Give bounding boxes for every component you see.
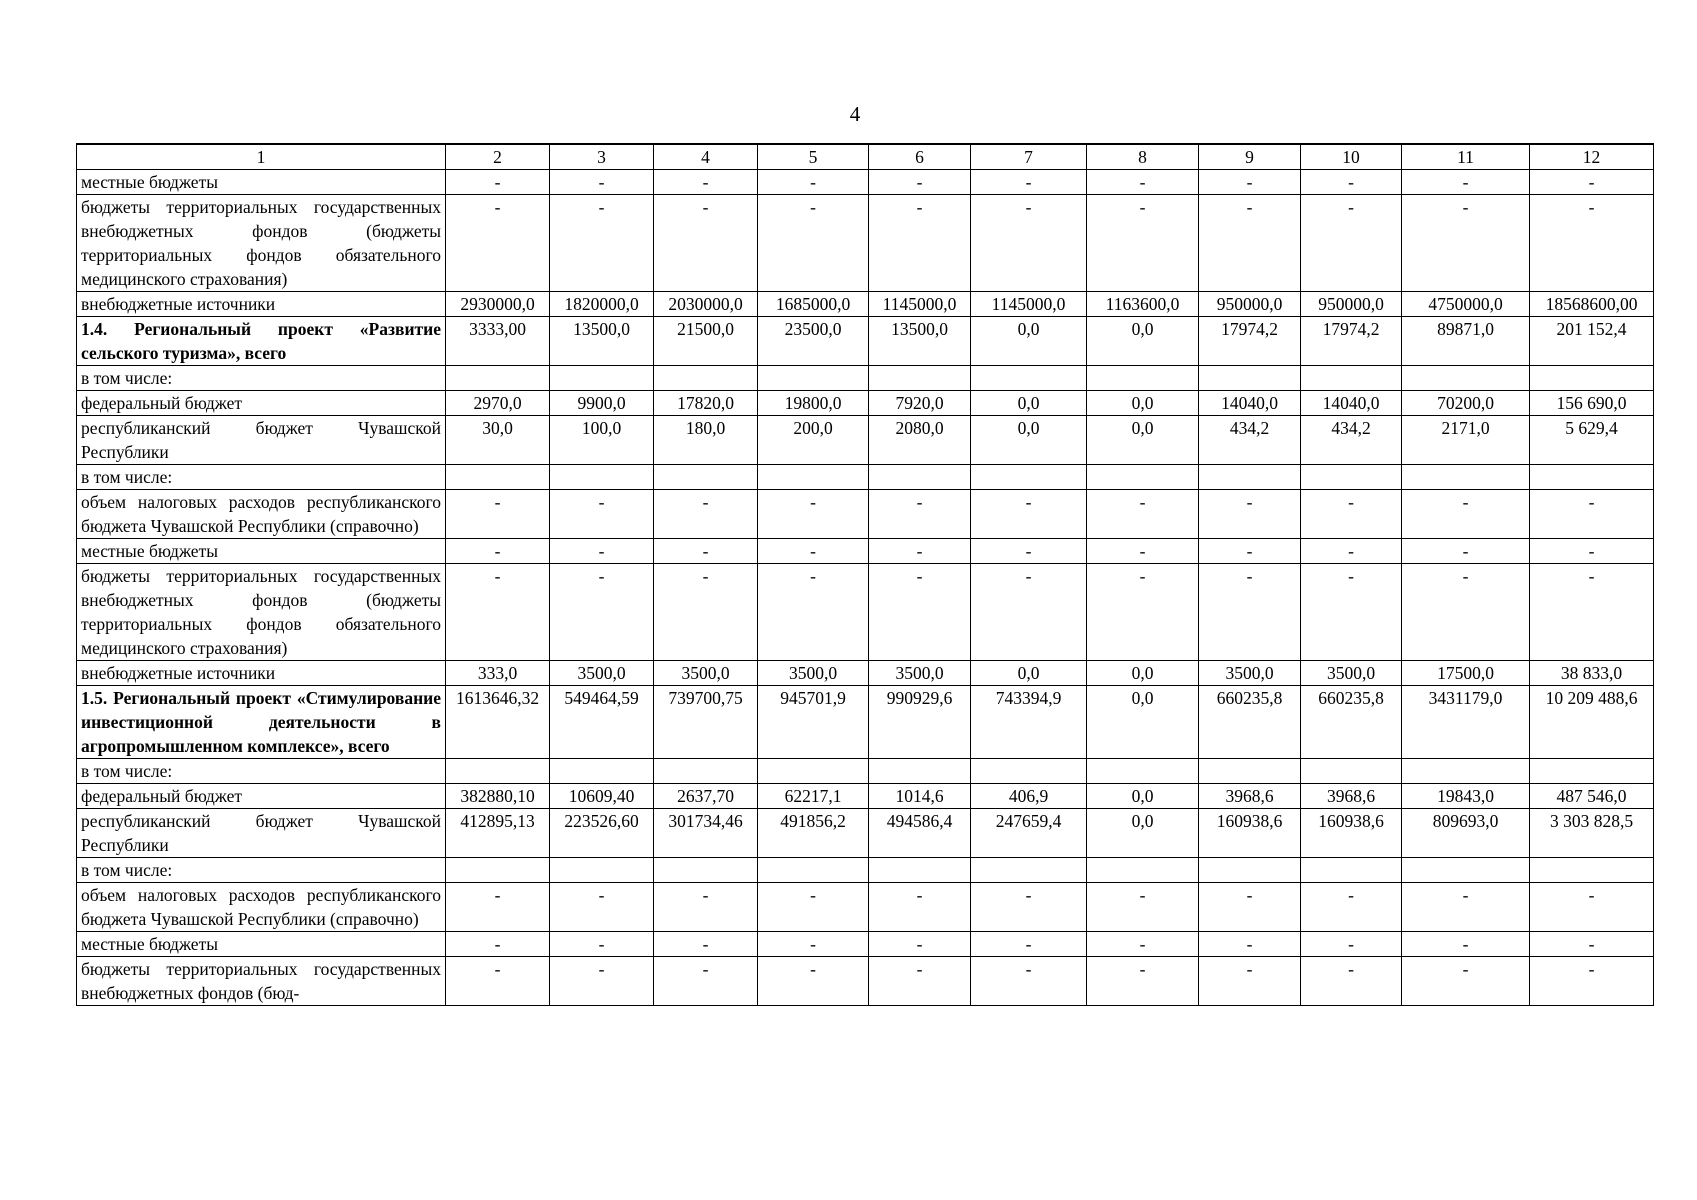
value-cell: 333,0 [446, 661, 550, 686]
value-cell: 3500,0 [654, 661, 758, 686]
value-cell: - [446, 539, 550, 564]
value-cell: - [550, 883, 654, 932]
value-cell: - [1402, 957, 1530, 1006]
value-cell [971, 366, 1087, 391]
row-label: бюджеты территориальных государственных внебюджетных фондов (бюджеты территориальных фондов обязательного медицинского страхования) [77, 195, 446, 292]
table-body [77, 144, 1654, 1006]
value-cell: - [654, 170, 758, 195]
value-cell: - [550, 490, 654, 539]
value-cell: - [550, 564, 654, 661]
table-row [77, 195, 1654, 292]
value-cell: 3968,6 [1199, 784, 1301, 809]
value-cell: 3500,0 [1301, 661, 1402, 686]
table-row [77, 170, 1654, 195]
value-cell: 62217,1 [758, 784, 869, 809]
value-cell: - [1301, 490, 1402, 539]
value-cell: 89871,0 [1402, 317, 1530, 366]
row-label: в том числе: [77, 858, 446, 883]
row-label: федеральный бюджет [77, 784, 446, 809]
value-cell: 2171,0 [1402, 416, 1530, 465]
table-row [77, 932, 1654, 957]
column-header: 5 [758, 144, 869, 170]
value-cell: 660235,8 [1199, 686, 1301, 759]
value-cell: 223526,60 [550, 809, 654, 858]
value-cell: 2930000,0 [446, 292, 550, 317]
value-cell [1301, 366, 1402, 391]
value-cell: 3500,0 [550, 661, 654, 686]
column-header: 2 [446, 144, 550, 170]
value-cell [1199, 858, 1301, 883]
value-cell: - [446, 564, 550, 661]
value-cell: 1820000,0 [550, 292, 654, 317]
table-row [77, 366, 1654, 391]
value-cell: - [654, 957, 758, 1006]
value-cell: - [446, 883, 550, 932]
value-cell: - [758, 170, 869, 195]
row-label: 1.4. Региональный проект «Развитие сельского туризма», всего [77, 317, 446, 366]
value-cell: 5 629,4 [1530, 416, 1654, 465]
value-cell: 23500,0 [758, 317, 869, 366]
column-header: 7 [971, 144, 1087, 170]
value-cell: - [1199, 932, 1301, 957]
value-cell: - [971, 564, 1087, 661]
value-cell: - [550, 170, 654, 195]
value-cell: 0,0 [1087, 784, 1199, 809]
value-cell: 549464,59 [550, 686, 654, 759]
value-cell: - [758, 195, 869, 292]
value-cell: 4750000,0 [1402, 292, 1530, 317]
value-cell: 19843,0 [1402, 784, 1530, 809]
value-cell: 0,0 [1087, 809, 1199, 858]
value-cell: 38 833,0 [1530, 661, 1654, 686]
value-cell: - [869, 564, 971, 661]
value-cell: 406,9 [971, 784, 1087, 809]
value-cell: - [1301, 932, 1402, 957]
value-cell: 0,0 [971, 661, 1087, 686]
value-cell: - [1402, 490, 1530, 539]
value-cell [1087, 759, 1199, 784]
value-cell: - [1530, 932, 1654, 957]
row-label: объем налоговых расходов республиканского бюджета Чувашской Республики (справочно) [77, 883, 446, 932]
value-cell [446, 858, 550, 883]
column-header: 4 [654, 144, 758, 170]
value-cell [1402, 366, 1530, 391]
value-cell: - [1402, 564, 1530, 661]
value-cell [446, 366, 550, 391]
value-cell: 247659,4 [971, 809, 1087, 858]
value-cell [758, 858, 869, 883]
value-cell: 9900,0 [550, 391, 654, 416]
value-cell: 990929,6 [869, 686, 971, 759]
value-cell: - [550, 932, 654, 957]
value-cell: 19800,0 [758, 391, 869, 416]
value-cell: - [1530, 883, 1654, 932]
value-cell: - [971, 932, 1087, 957]
value-cell: 434,2 [1301, 416, 1402, 465]
value-cell: - [869, 957, 971, 1006]
value-cell: - [550, 957, 654, 1006]
value-cell: - [1087, 883, 1199, 932]
value-cell: 13500,0 [869, 317, 971, 366]
value-cell [1530, 465, 1654, 490]
value-cell: - [869, 170, 971, 195]
row-label: республиканский бюджет Чувашской Республики [77, 416, 446, 465]
row-label: 1.5. Региональный проект «Стимулирование инвестиционной деятельности в агропромышленном комплексе», всего [77, 686, 446, 759]
value-cell [550, 366, 654, 391]
value-cell: 1685000,0 [758, 292, 869, 317]
value-cell: - [758, 957, 869, 1006]
value-cell: 3431179,0 [1402, 686, 1530, 759]
value-cell: - [971, 490, 1087, 539]
value-cell: 660235,8 [1301, 686, 1402, 759]
table-row [77, 809, 1654, 858]
value-cell: - [869, 932, 971, 957]
value-cell [550, 465, 654, 490]
row-label: в том числе: [77, 465, 446, 490]
value-cell: 156 690,0 [1530, 391, 1654, 416]
value-cell: - [758, 539, 869, 564]
value-cell: - [869, 195, 971, 292]
value-cell: - [1301, 539, 1402, 564]
value-cell: - [654, 932, 758, 957]
value-cell [550, 759, 654, 784]
value-cell: - [654, 539, 758, 564]
value-cell [1301, 465, 1402, 490]
value-cell: 382880,10 [446, 784, 550, 809]
value-cell: - [1199, 957, 1301, 1006]
value-cell: 1163600,0 [1087, 292, 1199, 317]
value-cell: - [1530, 539, 1654, 564]
value-cell: - [1530, 490, 1654, 539]
value-cell [971, 759, 1087, 784]
value-cell: 739700,75 [654, 686, 758, 759]
value-cell: - [654, 564, 758, 661]
value-cell: - [1199, 490, 1301, 539]
value-cell: - [758, 883, 869, 932]
value-cell [654, 759, 758, 784]
value-cell: - [869, 883, 971, 932]
value-cell: 2080,0 [869, 416, 971, 465]
table-row [77, 686, 1654, 759]
value-cell: - [1402, 195, 1530, 292]
value-cell: - [654, 883, 758, 932]
value-cell: - [550, 195, 654, 292]
value-cell: 30,0 [446, 416, 550, 465]
row-label: бюджеты территориальных государственных внебюджетных фондов (бюджеты территориальных фондов обязательного медицинского страхования) [77, 564, 446, 661]
value-cell: 17974,2 [1199, 317, 1301, 366]
table-row [77, 784, 1654, 809]
value-cell: - [971, 957, 1087, 1006]
value-cell: - [971, 170, 1087, 195]
value-cell: 301734,46 [654, 809, 758, 858]
value-cell [869, 759, 971, 784]
value-cell: 0,0 [1087, 686, 1199, 759]
value-cell [1402, 858, 1530, 883]
value-cell: - [971, 195, 1087, 292]
value-cell: 1014,6 [869, 784, 971, 809]
value-cell: - [758, 932, 869, 957]
value-cell: 3500,0 [869, 661, 971, 686]
table-row [77, 858, 1654, 883]
table-row [77, 490, 1654, 539]
value-cell: 17974,2 [1301, 317, 1402, 366]
value-cell [1530, 858, 1654, 883]
column-header: 6 [869, 144, 971, 170]
value-cell [1402, 759, 1530, 784]
value-cell: 10 209 488,6 [1530, 686, 1654, 759]
value-cell: 743394,9 [971, 686, 1087, 759]
value-cell: - [1199, 170, 1301, 195]
value-cell: 950000,0 [1199, 292, 1301, 317]
value-cell: 487 546,0 [1530, 784, 1654, 809]
value-cell: - [654, 490, 758, 539]
value-cell [1402, 465, 1530, 490]
value-cell [1530, 759, 1654, 784]
value-cell: 14040,0 [1301, 391, 1402, 416]
value-cell [1199, 465, 1301, 490]
value-cell: - [446, 170, 550, 195]
value-cell: 7920,0 [869, 391, 971, 416]
value-cell: - [1087, 957, 1199, 1006]
budget-table [76, 143, 1654, 1006]
value-cell: - [1530, 170, 1654, 195]
column-header: 9 [1199, 144, 1301, 170]
value-cell: 2030000,0 [654, 292, 758, 317]
value-cell: - [869, 490, 971, 539]
row-label: местные бюджеты [77, 170, 446, 195]
value-cell: - [1402, 932, 1530, 957]
value-cell: 0,0 [1087, 391, 1199, 416]
row-label: республиканский бюджет Чувашской Республики [77, 809, 446, 858]
value-cell [971, 465, 1087, 490]
value-cell: - [1199, 564, 1301, 661]
value-cell: 494586,4 [869, 809, 971, 858]
table-row [77, 292, 1654, 317]
value-cell: 491856,2 [758, 809, 869, 858]
value-cell: - [1301, 883, 1402, 932]
value-cell: - [1530, 564, 1654, 661]
value-cell [869, 366, 971, 391]
row-label: бюджеты территориальных государственных внебюджетных фондов (бюд- [77, 957, 446, 1006]
value-cell: - [1087, 195, 1199, 292]
value-cell [971, 858, 1087, 883]
value-cell [758, 759, 869, 784]
value-cell [1301, 858, 1402, 883]
value-cell [758, 366, 869, 391]
table-row [77, 317, 1654, 366]
value-cell: 412895,13 [446, 809, 550, 858]
column-header: 10 [1301, 144, 1402, 170]
value-cell: 434,2 [1199, 416, 1301, 465]
value-cell: - [971, 883, 1087, 932]
value-cell: 200,0 [758, 416, 869, 465]
value-cell [654, 366, 758, 391]
value-cell: 18568600,00 [1530, 292, 1654, 317]
column-header: 3 [550, 144, 654, 170]
value-cell: 3968,6 [1301, 784, 1402, 809]
value-cell: 809693,0 [1402, 809, 1530, 858]
value-cell: 0,0 [971, 416, 1087, 465]
value-cell: 10609,40 [550, 784, 654, 809]
value-cell: 0,0 [971, 391, 1087, 416]
value-cell [446, 759, 550, 784]
value-cell: - [1199, 883, 1301, 932]
value-cell: 950000,0 [1301, 292, 1402, 317]
column-header: 12 [1530, 144, 1654, 170]
row-label: в том числе: [77, 759, 446, 784]
value-cell: - [1402, 170, 1530, 195]
value-cell: - [446, 932, 550, 957]
table-row [77, 539, 1654, 564]
value-cell: 160938,6 [1301, 809, 1402, 858]
value-cell: 945701,9 [758, 686, 869, 759]
table-row [77, 391, 1654, 416]
value-cell: - [1301, 170, 1402, 195]
value-cell: 17820,0 [654, 391, 758, 416]
value-cell: 180,0 [654, 416, 758, 465]
value-cell: - [1301, 195, 1402, 292]
value-cell: - [1087, 564, 1199, 661]
value-cell: - [1530, 957, 1654, 1006]
value-cell [1087, 858, 1199, 883]
row-label: местные бюджеты [77, 539, 446, 564]
value-cell: - [654, 195, 758, 292]
row-label: внебюджетные источники [77, 292, 446, 317]
value-cell: 21500,0 [654, 317, 758, 366]
column-header: 11 [1402, 144, 1530, 170]
value-cell [1301, 759, 1402, 784]
table-row [77, 465, 1654, 490]
value-cell: - [1087, 490, 1199, 539]
value-cell: - [1199, 195, 1301, 292]
value-cell: - [1087, 170, 1199, 195]
value-cell: 100,0 [550, 416, 654, 465]
value-cell: - [446, 957, 550, 1006]
value-cell: 2637,70 [654, 784, 758, 809]
column-header: 1 [77, 144, 446, 170]
value-cell: - [758, 490, 869, 539]
value-cell: 160938,6 [1199, 809, 1301, 858]
value-cell: 2970,0 [446, 391, 550, 416]
value-cell: 1145000,0 [971, 292, 1087, 317]
table-row [77, 661, 1654, 686]
value-cell: 201 152,4 [1530, 317, 1654, 366]
value-cell: - [971, 539, 1087, 564]
value-cell: 0,0 [971, 317, 1087, 366]
page-number: 4 [849, 102, 861, 126]
value-cell [1087, 465, 1199, 490]
value-cell: 3333,00 [446, 317, 550, 366]
value-cell: 14040,0 [1199, 391, 1301, 416]
value-cell: - [869, 539, 971, 564]
value-cell [869, 465, 971, 490]
value-cell: - [1199, 539, 1301, 564]
value-cell [654, 858, 758, 883]
value-cell: - [1301, 564, 1402, 661]
value-cell [654, 465, 758, 490]
row-label: объем налоговых расходов республиканского бюджета Чувашской Республики (справочно) [77, 490, 446, 539]
value-cell [1199, 366, 1301, 391]
table-row [77, 759, 1654, 784]
value-cell: - [1301, 957, 1402, 1006]
value-cell: 3500,0 [1199, 661, 1301, 686]
table-row [77, 883, 1654, 932]
value-cell [1087, 366, 1199, 391]
value-cell: - [758, 564, 869, 661]
value-cell: 0,0 [1087, 661, 1199, 686]
table-row [77, 957, 1654, 1006]
column-number-row [77, 144, 1654, 170]
value-cell: - [1087, 932, 1199, 957]
value-cell: 13500,0 [550, 317, 654, 366]
value-cell: - [1087, 539, 1199, 564]
table-row [77, 564, 1654, 661]
column-header: 8 [1087, 144, 1199, 170]
row-label: федеральный бюджет [77, 391, 446, 416]
value-cell: 0,0 [1087, 317, 1199, 366]
value-cell: 17500,0 [1402, 661, 1530, 686]
value-cell: - [550, 539, 654, 564]
value-cell: - [446, 490, 550, 539]
value-cell: 3 303 828,5 [1530, 809, 1654, 858]
value-cell [1199, 759, 1301, 784]
value-cell: 1613646,32 [446, 686, 550, 759]
value-cell [446, 465, 550, 490]
value-cell [550, 858, 654, 883]
table-row [77, 416, 1654, 465]
row-label: местные бюджеты [77, 932, 446, 957]
row-label: в том числе: [77, 366, 446, 391]
value-cell: - [1402, 883, 1530, 932]
value-cell: - [446, 195, 550, 292]
value-cell: 3500,0 [758, 661, 869, 686]
row-label: внебюджетные источники [77, 661, 446, 686]
value-cell: 1145000,0 [869, 292, 971, 317]
value-cell: - [1530, 195, 1654, 292]
value-cell [1530, 366, 1654, 391]
value-cell: 0,0 [1087, 416, 1199, 465]
value-cell [869, 858, 971, 883]
value-cell [758, 465, 869, 490]
value-cell: 70200,0 [1402, 391, 1530, 416]
value-cell: - [1402, 539, 1530, 564]
